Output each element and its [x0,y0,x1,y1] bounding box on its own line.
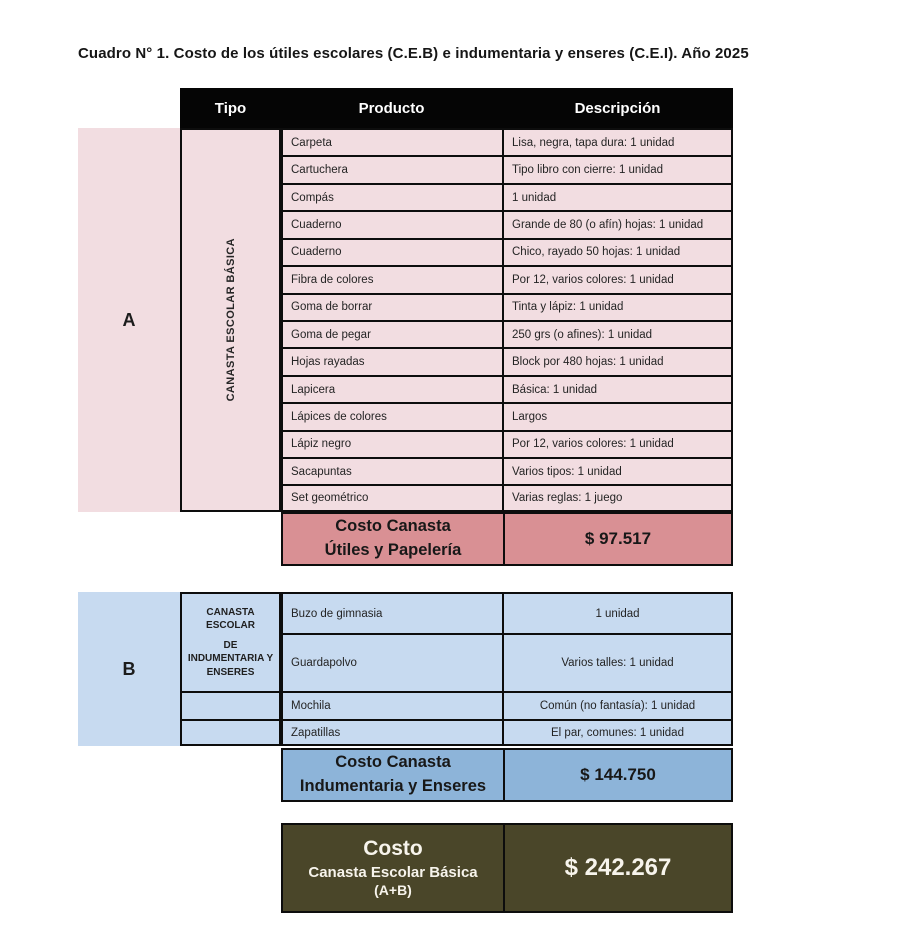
descripcion-cell: Común (no fantasía): 1 unidad [502,691,733,719]
section-b-tipo-empty-cell [182,719,279,744]
summary-label-line2: Indumentaria y Enseres [299,777,487,795]
producto-cell: Hojas rayadas [281,347,502,374]
section-a-summary-label [283,514,505,564]
descripcion-cell: Block por 480 hojas: 1 unidad [502,347,733,374]
column-header-descripcion: Descripción [574,99,661,117]
producto-cell: Goma de borrar [281,293,502,320]
producto-cell: Mochila [281,691,502,719]
producto-cell: Goma de pegar [281,320,502,347]
section-b-summary-label [283,750,505,800]
section-b-tipo-cell [180,592,281,746]
section-b-summary-row [281,748,733,802]
descripcion-cell: Varias reglas: 1 juego [502,484,733,511]
producto-cell: Sacapuntas [281,457,502,484]
producto-cell: Cuaderno [281,210,502,237]
table-row [281,210,733,237]
table-row [281,155,733,182]
descripcion-cell: Varios talles: 1 unidad [502,633,733,691]
section-a-label: A [78,128,180,512]
total-row [281,823,733,913]
total-label-line1: Costo [363,837,423,861]
table-row [281,691,733,719]
producto-cell: Set geométrico [281,484,502,511]
summary-label-line1: Costo Canasta [335,753,451,772]
producto-cell: Carpeta [281,128,502,155]
table-header-row [180,88,733,128]
descripcion-cell: 250 grs (o afines): 1 unidad [502,320,733,347]
producto-cell: Lápices de colores [281,402,502,429]
total-label [283,825,505,911]
document-title: Cuadro N° 1. Costo de los útiles escolares (C.E.B) e indumentaria y enseres (C.E.I). Año 2025 [78,45,749,62]
producto-cell: Cuaderno [281,238,502,265]
descripcion-cell: Tinta y lápiz: 1 unidad [502,293,733,320]
section-a-summary-value: $ 97.517 [584,529,652,548]
descripcion-cell: El par, comunes: 1 unidad [502,719,733,746]
producto-cell: Guardapolvo [281,633,502,691]
section-b-label: B [78,592,180,746]
column-header-tipo: Tipo [214,99,247,117]
table-row [281,293,733,320]
descripcion-cell: Por 12, varios colores: 1 unidad [502,265,733,292]
section-b-tipo-empty-cell [182,691,279,719]
section-a-rows [281,128,733,512]
descripcion-cell: Largos [502,402,733,429]
descripcion-cell: Varios tipos: 1 unidad [502,457,733,484]
column-header-producto: Producto [358,99,425,117]
descripcion-cell: 1 unidad [502,183,733,210]
descripcion-cell: 1 unidad [502,592,733,633]
summary-label-line1: Costo Canasta [335,517,451,536]
total-value: $ 242.267 [564,854,672,881]
section-b-rows [281,592,733,746]
total-label-line3: (A+B) [374,882,412,899]
table-row [281,320,733,347]
section-a-summary-row [281,512,733,566]
table-row [281,238,733,265]
producto-cell: Compás [281,183,502,210]
table-row [281,592,733,633]
section-b-categoria-line2: DE INDUMENTARIA Y ENSERES [187,639,274,678]
table-row [281,183,733,210]
table-row [281,457,733,484]
table-row [281,633,733,691]
descripcion-cell: Por 12, varios colores: 1 unidad [502,430,733,457]
table-row [281,430,733,457]
descripcion-cell: Tipo libro con cierre: 1 unidad [502,155,733,182]
section-b-categoria-line1: CANASTA ESCOLAR [206,606,255,632]
summary-label-line2: Útiles y Papelería [324,541,462,559]
table-row [281,347,733,374]
section-a-categoria-vertical: CANASTA ESCOLAR BÁSICA [224,238,237,402]
table-row [281,484,733,511]
table-row [281,265,733,292]
producto-cell: Zapatillas [281,719,502,746]
descripcion-cell: Lisa, negra, tapa dura: 1 unidad [502,128,733,155]
producto-cell: Lápiz negro [281,430,502,457]
descripcion-cell: Básica: 1 unidad [502,375,733,402]
table-row [281,402,733,429]
producto-cell: Lapicera [281,375,502,402]
section-b-summary-value: $ 144.750 [580,765,656,784]
section-b-categoria [182,594,279,691]
descripcion-cell: Chico, rayado 50 hojas: 1 unidad [502,238,733,265]
producto-cell: Cartuchera [281,155,502,182]
table-row [281,719,733,746]
producto-cell: Fibra de colores [281,265,502,292]
producto-cell: Buzo de gimnasia [281,592,502,633]
table-row [281,375,733,402]
total-label-line2: Canasta Escolar Básica [308,863,478,881]
descripcion-cell: Grande de 80 (o afín) hojas: 1 unidad [502,210,733,237]
section-a-tipo-cell [180,128,281,512]
table-row [281,128,733,155]
